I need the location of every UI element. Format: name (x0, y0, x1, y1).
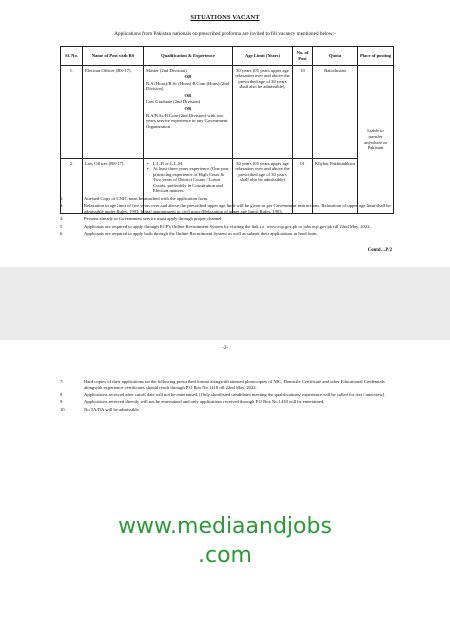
header-age-limit: Age Limit (Years) (233, 47, 293, 66)
note-item (60, 196, 392, 202)
page-separator (0, 267, 450, 340)
note-item (60, 407, 392, 413)
note-number: 5. (60, 223, 64, 229)
page-two (0, 340, 450, 640)
qualification-line: B.A (Hons)/B.Sc (Hons) B.Com (Hons) (2nd Division) (146, 80, 229, 92)
row-qualification (144, 66, 233, 159)
note-text: Applications received after cutoff date will not be entertained. [Only shortlisted candidates meeting the qualifications/ experience will be called for test / interview]. (84, 392, 386, 398)
or-separator: OR (184, 74, 192, 80)
notes-list (60, 196, 392, 238)
note-number: 8. (60, 392, 64, 398)
note-item (60, 203, 392, 214)
or-separator: OR (184, 106, 192, 112)
row-sl-no: 1. (61, 66, 83, 159)
qualification-bullet: • L.L.B or L.L.M. (153, 161, 230, 167)
row-quota: Balochistan (313, 66, 358, 159)
note-text: Applicants are required to apply through ECP's Online Recruitment System by visiting the link i.e. www.ecp.gov.pk or jobs.ecp.gov.pk till 22nd May, 2022. (84, 223, 371, 229)
qualification-line: B.A/B.Sc/B.Com (2nd Division) with two years service experience in any Government Organization. (146, 112, 228, 129)
note-number: 7. (60, 379, 64, 384)
note-text: Applicants are required to apply both through the Online Recruitment System as well as submit their applications in hard form. (84, 231, 318, 237)
note-text: Attested Copy of CNIC must be attached with the application form. (84, 196, 209, 201)
note-number: 2. (60, 196, 64, 201)
qualification-line: Master (2nd Division) (146, 67, 187, 73)
header-quota: Quota (313, 47, 358, 66)
or-separator: OR (184, 92, 192, 98)
vacancy-table (60, 46, 394, 214)
header-post: Name of Post with BS (83, 47, 144, 66)
intro-text: Applications from Pakistan nationals on prescribed proforma are invited to fill vacancy mentioned below:- (114, 31, 336, 37)
note-number: 3. (60, 203, 64, 209)
note-item (60, 379, 392, 390)
note-item (60, 216, 392, 222)
header-qualification: Qualification & Experience (144, 47, 233, 66)
row-no-of-post: 10 (293, 66, 313, 159)
row-post: Election Officer (BS-17). (83, 66, 144, 159)
header-sl-no: Sl. No. (61, 47, 83, 66)
watermark-line-two: .com (198, 543, 252, 568)
note-number: 10. (60, 406, 66, 412)
note-text: Applications received directly will not be entertained and only applications received through P.O Box No.1418 will be entertained. (84, 399, 325, 405)
page-one (0, 0, 450, 267)
row-no-of-post: 01 (293, 159, 313, 214)
place-of-posting: Liable to transfer anywhere in Pakistan (358, 66, 394, 214)
note-text: Persons already in Government service must apply through proper channel. (84, 216, 223, 222)
note-number: 4. (60, 216, 64, 222)
row-sl-no: 2. (61, 159, 83, 214)
note-number: 6. (60, 231, 64, 237)
row-age-limit: 30 years (05 years upper age relaxation over and above the prescribed age of 30 years shall also be admissible). (233, 66, 293, 159)
note-item (60, 231, 392, 237)
watermark-line-one: www.mediaandjobs (118, 514, 332, 539)
page-number: -2- (222, 346, 228, 351)
note-text: Relaxation in age limit of five years over and above the prescribed upper age limit will be given as per Government instructions. Relaxation of upper age limit shall be admissible under Rules, 1993. Initial appointment to civil posts (Relaxation of upper age limit) Rules, 1993. (84, 203, 391, 215)
notes-list (60, 379, 392, 414)
continued-label: Contd…P/2 (367, 248, 392, 253)
note-item (60, 392, 392, 398)
table-header-row (61, 47, 394, 66)
header-place-of-posting: Place of posting (358, 47, 394, 66)
page-title: SITUATIONS VACANT (190, 14, 260, 21)
qualification-line: Law Graduate (2nd Division) (146, 99, 201, 105)
note-text: Hard copies of their applications on the following prescribed format alongwith attested photocopies of NIC, Domicile Certificate and other Educational Credentials alongwith experience certificates should reach through P.O Box No.1418 till 22nd May, 2022. (84, 379, 385, 390)
row-age-limit: 30 years (05 years upper age relaxation over and above the prescribed age of 30 years shall also be admissible) (233, 159, 293, 214)
qualification-bullet: • At least three years experience (One year practicing experience of High Court & Two years of District Courts / Lower Courts, preferably in Constitution and Election matters. (153, 166, 230, 194)
header-no-of-post: No. of Post (293, 47, 313, 66)
table-row (61, 66, 394, 159)
row-post: Law Officer (BS-17). (83, 159, 144, 214)
row-quota: Khyber Pakhtunkhwa (313, 159, 358, 214)
qualification-list (146, 161, 230, 195)
note-text: No TA/DA will be admissible. (84, 406, 140, 412)
note-item (60, 399, 392, 405)
note-item (60, 224, 392, 230)
note-number: 9. (60, 399, 64, 405)
